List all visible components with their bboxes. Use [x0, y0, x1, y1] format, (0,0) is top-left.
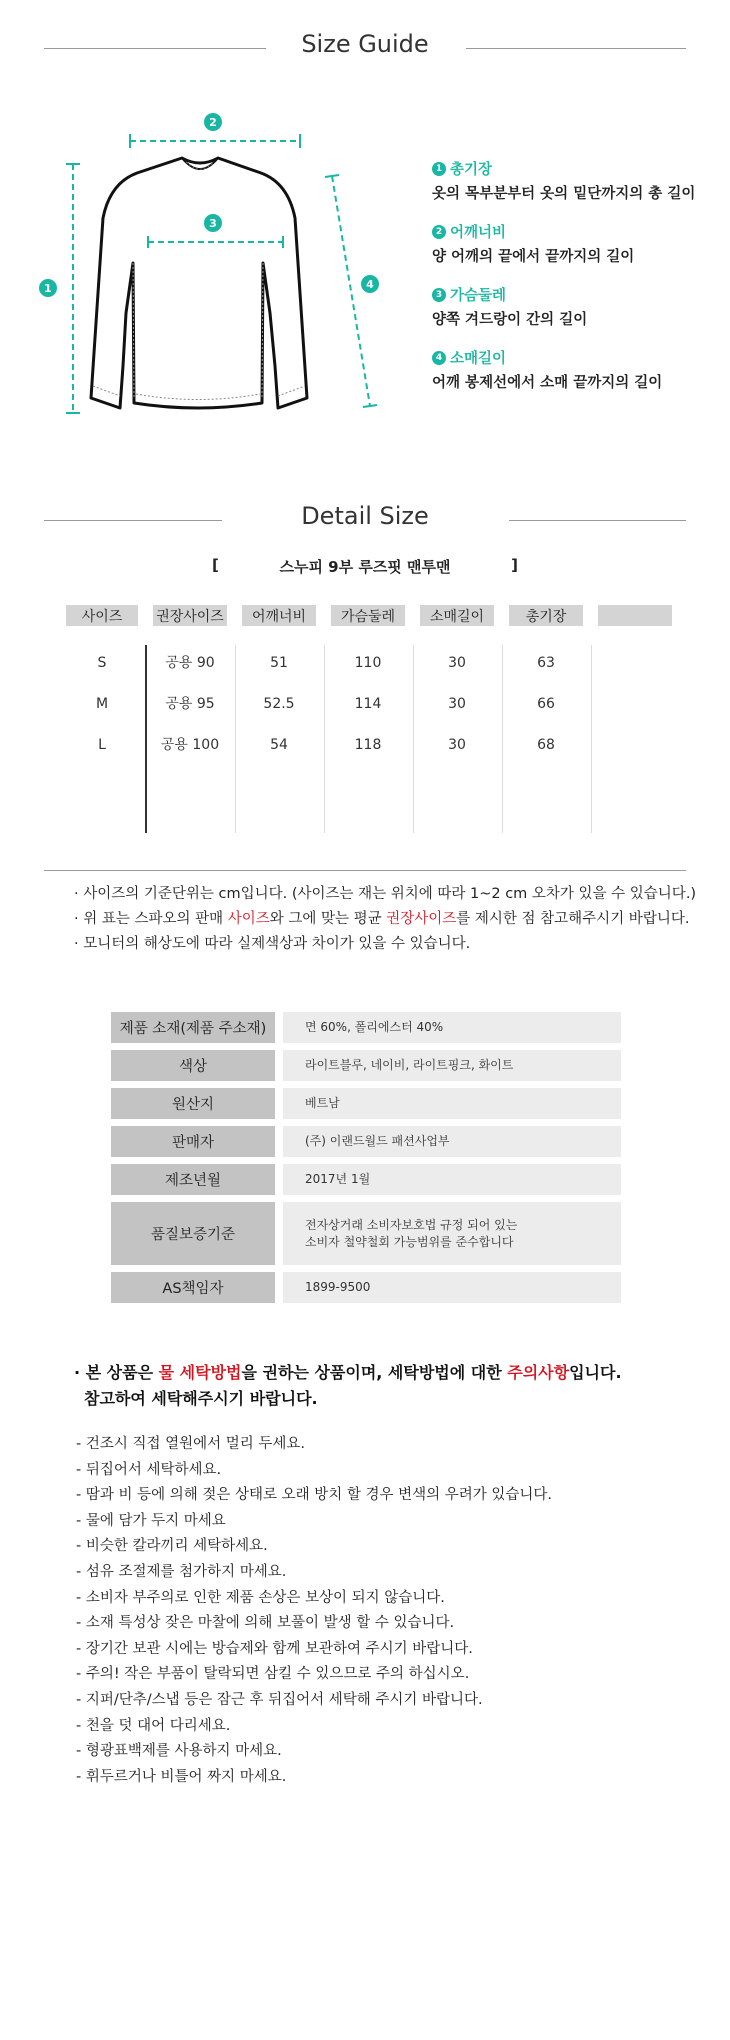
list-item: - 물에 담가 두지 마세요 — [76, 1512, 226, 1529]
highlight-caution: 주의사항 — [507, 1363, 570, 1382]
product-name-line — [212, 556, 518, 576]
cell-shoulder: 51 — [270, 655, 288, 671]
spec-row-material — [111, 1012, 621, 1043]
badge-3-icon — [204, 214, 222, 232]
highlight-size: 사이즈 — [227, 911, 270, 927]
legend-item-chest — [432, 284, 722, 329]
list-item: - 땀과 비 등에 의해 젖은 상태로 오래 방치 할 경우 변색의 우려가 있습니다. — [76, 1487, 552, 1504]
number-badge-icon: 2 — [432, 225, 446, 239]
spec-value: 면 60%, 폴리에스터 40% — [283, 1012, 621, 1043]
divider — [44, 870, 686, 871]
note-item: · 위 표는 스파오의 판매 사이즈와 그에 맞는 평균 권장사이즈를 제시한 점 참고해주시기 바랍니다. — [74, 911, 690, 927]
highlight-recommended-size: 권장사이즈 — [386, 911, 457, 927]
legend-item-shoulder — [432, 221, 722, 266]
col-header-recommended: 권장사이즈 — [153, 605, 227, 626]
list-item: - 비슷한 칼라끼리 세탁하세요. — [76, 1538, 268, 1555]
column-divider — [235, 645, 236, 833]
column-divider — [324, 645, 325, 833]
bracket-open: [ — [212, 556, 219, 574]
badge-1-icon — [39, 279, 57, 297]
column-divider — [413, 645, 414, 833]
detail-size-title: Detail Size — [301, 502, 429, 530]
legend-title: 소매길이 — [450, 351, 507, 367]
col-header-empty — [598, 605, 672, 626]
spec-row-seller — [111, 1126, 621, 1157]
legend-item-total-length — [432, 158, 722, 203]
cell-size: M — [95, 696, 109, 712]
spec-value: 2017년 1월 — [283, 1164, 621, 1195]
col-header-size: 사이즈 — [66, 605, 138, 626]
cell-chest: 118 — [354, 737, 382, 753]
list-item: - 소비자 부주의로 인한 제품 손상은 보상이 되지 않습니다. — [76, 1589, 445, 1606]
legend-desc: 양 어깨의 끝에서 끝까지의 길이 — [432, 249, 635, 265]
legend-item-sleeve — [432, 347, 722, 392]
number-badge-icon: 4 — [432, 351, 446, 365]
measurement-legend — [432, 158, 722, 410]
spec-label: 색상 — [111, 1050, 275, 1081]
spec-row-origin — [111, 1088, 621, 1119]
col-header-total-length: 총기장 — [509, 605, 583, 626]
list-item: - 건조시 직접 열원에서 멀리 두세요. — [76, 1436, 305, 1452]
cell-recommended: 공용 100 — [160, 737, 220, 753]
column-divider — [591, 645, 592, 833]
sweatshirt-outline-icon — [91, 158, 307, 408]
cell-total-length: 68 — [537, 737, 555, 753]
spec-value: 라이트블루, 네이비, 라이트핑크, 화이트 — [283, 1050, 621, 1081]
spec-row-manufactured — [111, 1164, 621, 1195]
legend-title: 가슴둘레 — [450, 288, 507, 304]
spec-label: 품질보증기준 — [111, 1202, 275, 1265]
detail-size-header — [44, 500, 686, 540]
cell-sleeve: 30 — [448, 655, 466, 671]
spec-label: 판매자 — [111, 1126, 275, 1157]
spec-value: (주) 이랜드월드 패션사업부 — [283, 1126, 621, 1157]
list-item: - 뒤집어서 세탁하세요. — [76, 1461, 222, 1478]
legend-desc: 어깨 봉제선에서 소매 끝까지의 길이 — [432, 375, 663, 391]
cell-shoulder: 52.5 — [263, 696, 295, 712]
garment-diagram — [30, 108, 400, 428]
cell-recommended: 공용 90 — [165, 655, 215, 671]
spec-row-quality — [111, 1202, 621, 1265]
spec-value: 1899-9500 — [283, 1272, 621, 1303]
cell-shoulder: 54 — [270, 737, 288, 753]
list-item: - 형광표백제를 사용하지 마세요. — [76, 1743, 282, 1760]
cell-chest: 114 — [354, 696, 382, 712]
column-divider — [145, 645, 147, 833]
spec-row-color — [111, 1050, 621, 1081]
care-title: · 본 상품은 물 세탁방법을 권하는 상품이며, 세탁방법에 대한 주의사항입니다. 참고하여 세탁해주시기 바랍니다. — [74, 1363, 622, 1408]
cell-total-length: 66 — [537, 696, 555, 712]
col-header-chest: 가슴둘레 — [331, 605, 405, 626]
list-item: - 휘두르거나 비틀어 짜지 마세요. — [76, 1768, 287, 1785]
column-divider — [502, 645, 503, 833]
cell-size: S — [97, 655, 107, 671]
legend-desc: 옷의 목부분부터 옷의 밑단까지의 총 길이 — [432, 186, 696, 202]
svg-text:1: 1 — [44, 282, 52, 295]
badge-4-icon — [361, 275, 379, 293]
spec-value: 베트남 — [283, 1088, 621, 1119]
list-item: - 천을 덧 대어 다리세요. — [76, 1717, 231, 1734]
legend-title: 어깨너비 — [450, 225, 507, 241]
cell-sleeve: 30 — [448, 696, 466, 712]
badge-2-icon — [204, 113, 222, 131]
spec-label: 제품 소재(제품 주소재) — [111, 1012, 275, 1043]
legend-title: 총기장 — [450, 162, 493, 178]
svg-text:4: 4 — [366, 278, 374, 291]
size-guide-header — [44, 28, 686, 68]
bracket-close: ] — [511, 556, 518, 574]
highlight-wash-method: 물 세탁방법 — [158, 1363, 242, 1382]
cell-size: L — [98, 737, 106, 753]
cell-recommended: 공용 95 — [165, 696, 215, 712]
note-item: · 모니터의 해상도에 따라 실제색상과 차이가 있을 수 있습니다. — [74, 936, 471, 952]
cell-sleeve: 30 — [448, 737, 466, 753]
product-name: 스누피 9부 루즈핏 맨투맨 — [279, 558, 451, 576]
svg-text:3: 3 — [209, 217, 217, 230]
number-badge-icon: 1 — [432, 162, 446, 176]
list-item: - 소재 특성상 잦은 마찰에 의해 보풀이 발생 할 수 있습니다. — [76, 1615, 455, 1632]
spec-row-as — [111, 1272, 621, 1303]
spec-label: 제조년월 — [111, 1164, 275, 1195]
number-badge-icon: 3 — [432, 288, 446, 302]
spec-label: AS책임자 — [111, 1272, 275, 1303]
svg-text:2: 2 — [209, 116, 217, 129]
col-header-shoulder: 어깨너비 — [242, 605, 316, 626]
divider — [466, 48, 686, 49]
cell-chest: 110 — [354, 655, 382, 671]
size-guide-title: Size Guide — [301, 30, 429, 58]
list-item: - 지퍼/단추/스냅 등은 잠근 후 뒤집어서 세탁해 주시기 바랍니다. — [76, 1691, 483, 1708]
size-notes — [74, 882, 696, 957]
spec-value: 전자상거래 소비자보호법 규정 되어 있는 소비자 철약철회 가능범위를 준수합니다 — [283, 1202, 621, 1265]
note-item: · 사이즈의 기준단위는 cm입니다. (사이즈는 재는 위치에 따라 1~2 cm 오차가 있을 수 있습니다.) — [74, 886, 697, 902]
list-item: - 섬유 조절제를 첨가하지 마세요. — [76, 1563, 287, 1580]
list-item: - 주의! 작은 부품이 탈락되면 삼킬 수 있으므로 주의 하십시오. — [76, 1666, 470, 1683]
spec-label: 원산지 — [111, 1088, 275, 1119]
divider — [509, 520, 686, 521]
list-item: - 장기간 보관 시에는 방습제와 함께 보관하여 주시기 바랍니다. — [76, 1640, 473, 1657]
care-instructions — [76, 1432, 552, 1790]
cell-total-length: 63 — [537, 655, 555, 671]
legend-desc: 양쪽 겨드랑이 간의 길이 — [432, 312, 588, 328]
col-header-sleeve: 소매길이 — [420, 605, 494, 626]
